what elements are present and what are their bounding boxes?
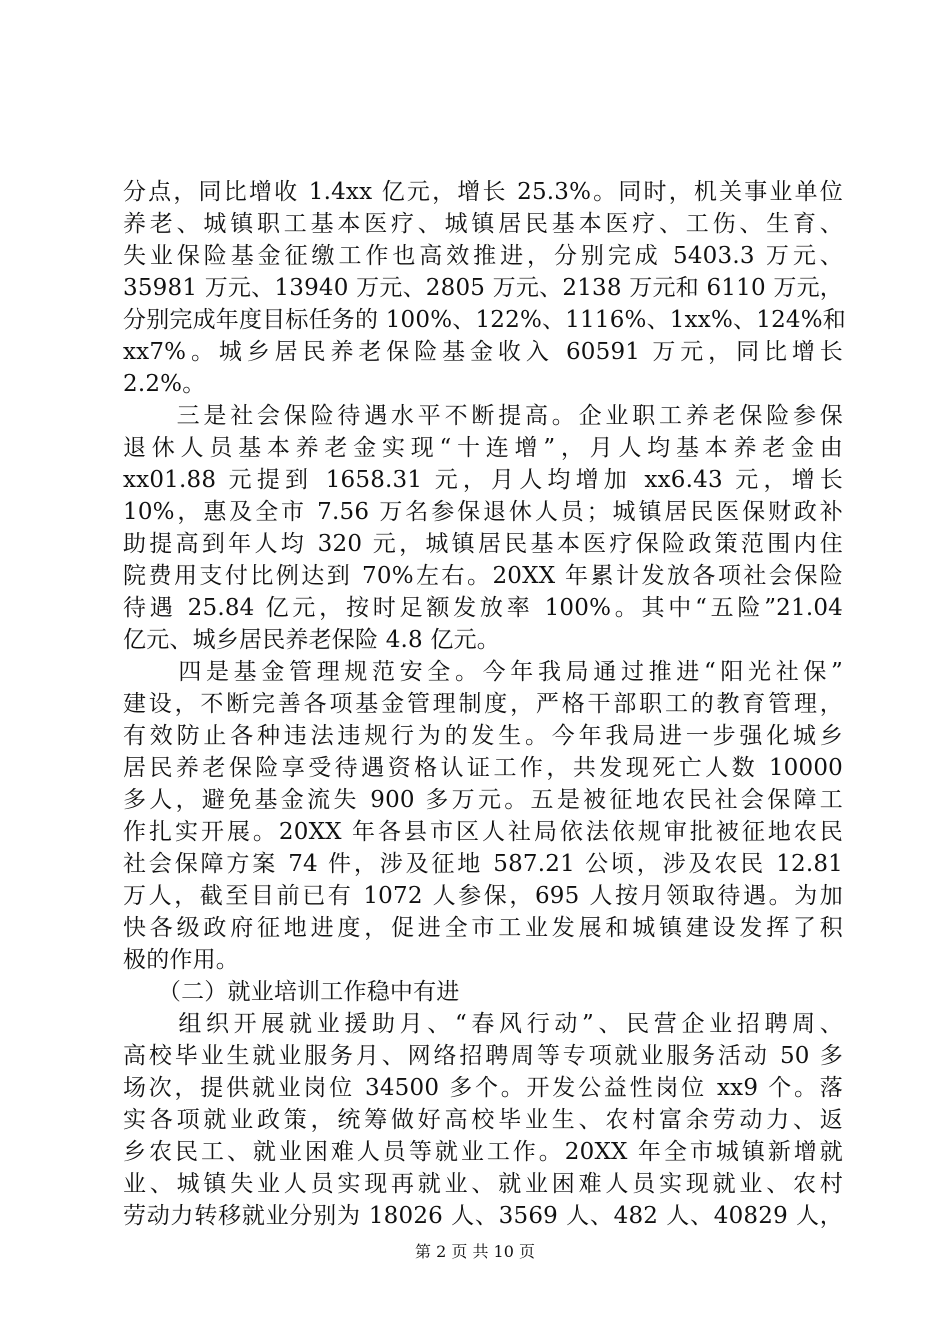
text-line: （二）就业培训工作稳中有进 <box>123 979 460 1005</box>
text-line: 业、城镇失业人员实现再就业、就业困难人员实现就业、农村 <box>123 1171 843 1197</box>
text-line: xx01.88 元提到 1658.31 元，月人均增加 xx6.43 元，增长 <box>123 467 843 493</box>
text-line: xx7%。城乡居民养老保险基金收入 60591 万元，同比增长 <box>123 339 843 365</box>
text-line: 退休人员基本养老金实现“十连增”，月人均基本养老金由 <box>123 435 843 461</box>
text-line: 多人，避免基金流失 900 多万元。五是被征地农民社会保障工 <box>123 787 843 813</box>
text-line: 养老、城镇职工基本医疗、城镇居民基本医疗、工伤、生育、 <box>123 211 843 237</box>
text-line: 极的作用。 <box>123 947 239 973</box>
text-line: 乡农民工、就业困难人员等就业工作。20XX 年全市城镇新增就 <box>123 1139 843 1165</box>
text-line: 亿元、城乡居民养老保险 4.8 亿元。 <box>123 627 500 653</box>
page-footer: 第 2 页 共 10 页 <box>415 1242 535 1261</box>
text-line: 院费用支付比例达到 70%左右。20XX 年累计发放各项社会保险 <box>123 563 843 589</box>
text-line: 有效防止各种违法违规行为的发生。今年我局进一步强化城乡 <box>123 723 843 749</box>
document-body <box>123 176 846 1232</box>
text-line: 35981 万元、13940 万元、2805 万元、2138 万元和 6110 万元， <box>123 275 843 301</box>
text-line: 万人，截至目前已有 1072 人参保，695 人按月领取待遇。为加 <box>123 883 843 909</box>
text-line: 四是基金管理规范安全。今年我局通过推进“阳光社保” <box>123 659 843 685</box>
text-line: 劳动力转移就业分别为 18026 人、3569 人、482 人、40829 人， <box>123 1203 843 1229</box>
text-line: 失业保险基金征缴工作也高效推进，分别完成 5403.3 万元、 <box>123 243 843 269</box>
text-line: 实各项就业政策，统筹做好高校毕业生、农村富余劳动力、返 <box>123 1107 843 1133</box>
text-line: 分点，同比增收 1.4xx 亿元，增长 25.3%。同时，机关事业单位 <box>123 179 843 205</box>
text-line: 场次，提供就业岗位 34500 多个。开发公益性岗位 xx9 个。落 <box>123 1075 843 1101</box>
text-line: 10%，惠及全市 7.56 万名参保退休人员；城镇居民医保财政补 <box>123 499 843 525</box>
text-line: 社会保障方案 74 件，涉及征地 587.21 公顷，涉及农民 12.81 <box>123 851 843 877</box>
text-line: 居民养老保险享受待遇资格认证工作，共发现死亡人数 10000 <box>123 755 843 781</box>
text-line: 快各级政府征地进度，促进全市工业发展和城镇建设发挥了积 <box>123 915 843 941</box>
text-line: 建设，不断完善各项基金管理制度，严格干部职工的教育管理， <box>123 691 843 717</box>
text-line: 高校毕业生就业服务月、网络招聘周等专项就业服务活动 50 多 <box>123 1043 843 1069</box>
text-line: 作扎实开展。20XX 年各县市区人社局依法依规审批被征地农民 <box>123 819 843 845</box>
text-line: 助提高到年人均 320 元，城镇居民基本医疗保险政策范围内住 <box>123 531 843 557</box>
text-line: 分别完成年度目标任务的 100%、122%、1116%、1xx%、124%和 <box>123 307 846 333</box>
text-line: 三是社会保险待遇水平不断提高。企业职工养老保险参保 <box>123 403 843 429</box>
text-line: 组织开展就业援助月、“春风行动”、民营企业招聘周、 <box>123 1011 843 1037</box>
text-line: 2.2%。 <box>123 371 206 397</box>
text-line: 待遇 25.84 亿元，按时足额发放率 100%。其中“五险”21.04 <box>123 595 843 621</box>
